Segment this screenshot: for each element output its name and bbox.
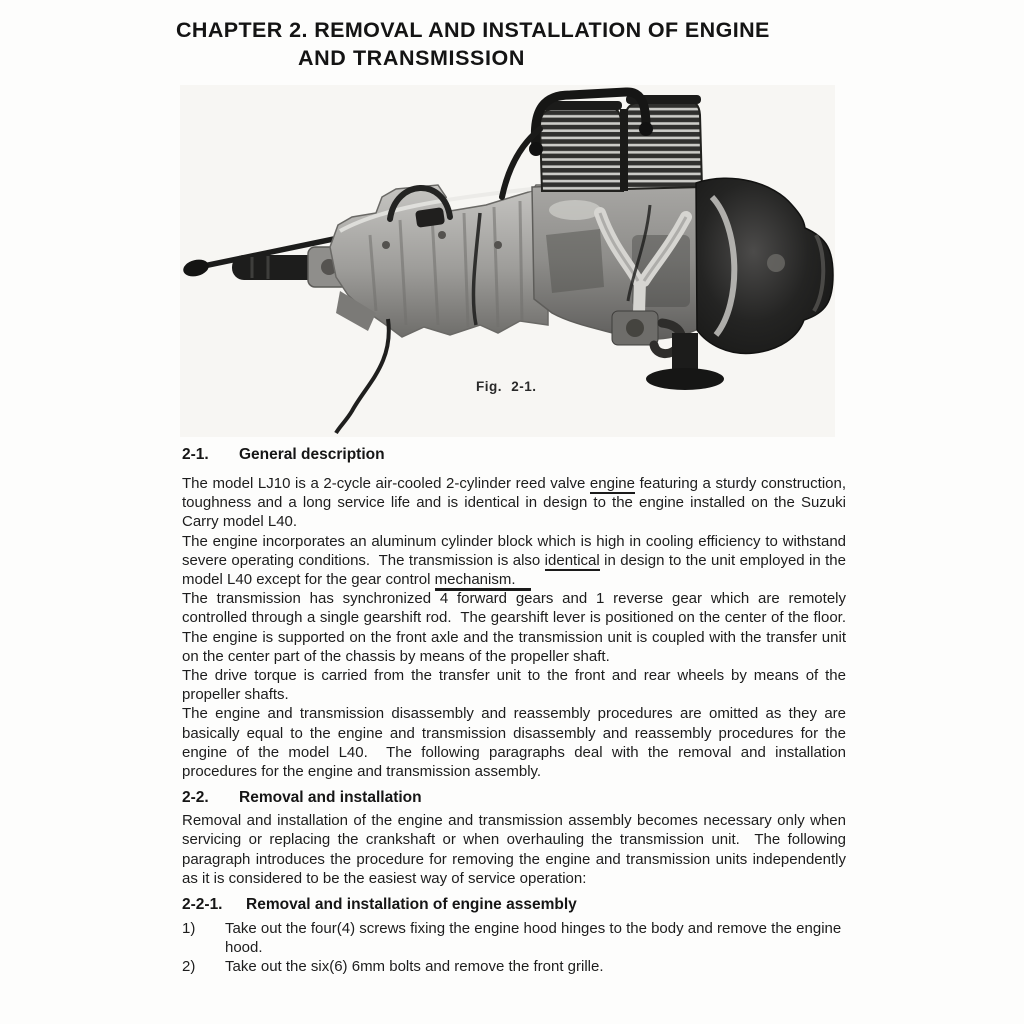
paragraph: The drive torque is carried from the transfer unit to the front and rear wheels by means of the propeller shafts. bbox=[182, 667, 851, 704]
paragraph: The transmission has synchronized 4 forward gears and 1 reverse gear which are remotely controlled through a single gearshift rod. The gearshift lever is positioned on the center of the floor. The engine is supported on the front axle and the transmission unit is coupled with the transfer unit on the center part of the chassis by means of the propeller shaft. bbox=[182, 590, 855, 665]
step-text: Take out the six(6) 6mm bolts and remove the front grille. bbox=[225, 958, 604, 976]
step-number: 1) bbox=[182, 920, 196, 938]
step-number: 2) bbox=[182, 958, 196, 976]
section-heading-2-2 bbox=[182, 789, 846, 807]
step-item bbox=[182, 919, 846, 957]
section-label: Removal and installation of engine assembly bbox=[246, 896, 577, 914]
paragraph: Removal and installation of the engine and transmission assembly becomes necessary only when servicing or replacing the crankshaft or when overhauling the transmission unit. The following paragraph introduces the procedure for removing the engine and transmission units independently as it is considered to be the easiest way of service operation: bbox=[182, 812, 851, 887]
section-heading-2-1 bbox=[182, 446, 846, 464]
section-label: General description bbox=[239, 446, 385, 463]
step-item bbox=[182, 957, 846, 976]
paragraph: The engine and transmission disassembly and reassembly procedures are omitted as they are basically equal to the engine and transmission disassembly and reassembly procedures for the engine of the model L40. The following paragraphs deal with the removal and installation procedures for the engine and transmission assembly. bbox=[182, 705, 851, 781]
paragraph: The engine incorporates an aluminum cylinder block which is high in cooling efficiency to withstand severe operating conditions. The transmission is also identical in design to the unit employed in the model L40 except for the gear control mechanism. bbox=[182, 532, 846, 590]
paragraph: The model LJ10 is a 2-cycle air-cooled 2-cylinder reed valve engine featuring a sturdy construction, toughness and a long service life and is identical in design to the engine installed on the Suzuki Carry model L40. bbox=[182, 475, 851, 531]
cylinder-left bbox=[540, 106, 623, 191]
chapter-title-line1: CHAPTER 2. REMOVAL AND INSTALLATION OF ENGINE bbox=[176, 18, 770, 42]
section-number: 2-2. bbox=[182, 789, 209, 807]
section-number: 2-2-1. bbox=[182, 896, 223, 914]
chapter-title bbox=[176, 18, 796, 71]
cylinder-right bbox=[625, 100, 702, 189]
page-body bbox=[182, 446, 855, 977]
procedure-steps bbox=[182, 919, 846, 977]
section-label: Removal and installation bbox=[239, 789, 422, 807]
figure-caption: Fig. 2-1. bbox=[476, 379, 537, 394]
step-text: Take out the four(4) screws fixing the engine hood hinges to the body and remove the engine hood. bbox=[225, 920, 842, 957]
shift-rod-sleeve bbox=[232, 255, 320, 280]
chapter-title-line2: AND TRANSMISSION bbox=[298, 46, 525, 70]
section-number: 2-1. bbox=[182, 446, 209, 463]
section-heading-2-2-1 bbox=[182, 896, 846, 914]
figure-2-1 bbox=[180, 85, 835, 437]
